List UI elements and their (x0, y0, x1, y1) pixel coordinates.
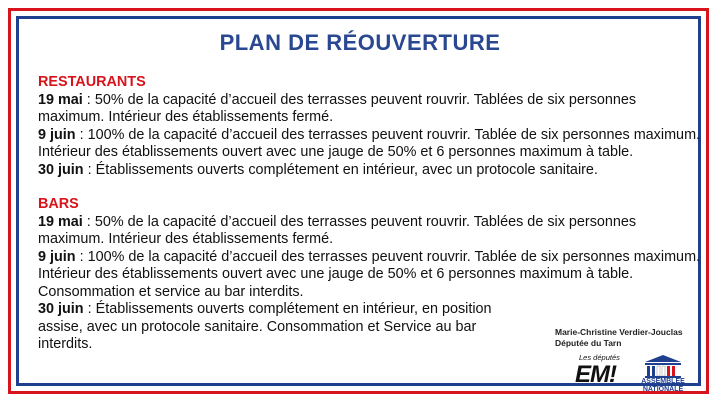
restaurants-heading: RESTAURANTS (38, 74, 146, 90)
page-title: PLAN DE RÉOUVERTURE (219, 30, 501, 55)
entry-date: 19 mai (38, 213, 83, 230)
entry-text: 100% de la capacité d’accueil des terrasses peuvent rouvrir. Tablée de six personnes maximum. Intérieur des établissements ouvert avec une jauge de 50% et 6 personnes maximum à table. Consommation et service au bar interdits. (38, 248, 701, 300)
entry-text: Établissements ouverts complétement en intérieur, en position assise, avec un protocole sanitaire. Consommation et Service au bar interdits. (38, 301, 492, 352)
signature-block (555, 327, 705, 349)
bars-heading: BARS (38, 196, 79, 212)
em-logo-small-text: Les députés (579, 353, 620, 362)
entry-date: 30 juin (38, 301, 84, 317)
section-spacer (38, 179, 702, 196)
bars-entry-9-juin: 9 juin : 100% de la capacité d’accueil des terrasses peuvent rouvrir. Tablée de six personnes maximum. Intérieur des établissements ouvert avec une jauge de 50% et 6 personnes maximum à table. Consommation et service au bar interdits. (38, 248, 701, 300)
restaurants-entry-9-juin: 9 juin : 100% de la capacité d’accueil des terrasses peuvent rouvrir. Tablée de six personnes maximum. Intérieur des établissements ouvert avec une jauge de 50% et 6 personnes maximum à table. (38, 126, 701, 160)
signature-name: Marie-Christine Verdier-Jouclas (555, 327, 683, 337)
em-logo-big-text: EM! (575, 361, 616, 388)
entry-date: 9 juin (38, 248, 76, 265)
signature-role: Députée du Tarn (555, 338, 622, 348)
assemblee-nationale-logo (633, 353, 693, 397)
entry-text: 50% de la capacité d’accueil des terrasses peuvent rouvrir. Tablées de six personnes maximum. Intérieur des établissements fermé. (38, 91, 637, 125)
assembly-building-icon (633, 353, 693, 379)
bars-entry-30-juin: 30 juin : Établissements ouverts complétement en intérieur, en position assise, avec un protocole sanitaire. Consommation et Service au bar interdits. (38, 301, 492, 352)
document-body (38, 74, 702, 354)
bars-entry-19-mai: 19 mai : 50% de la capacité d’accueil des terrasses peuvent rouvrir. Tablées de six personnes maximum. Intérieur des établissements fermé. (38, 213, 637, 247)
entry-date: 30 juin (38, 161, 84, 178)
restaurants-entry-19-mai: 19 mai : 50% de la capacité d’accueil des terrasses peuvent rouvrir. Tablées de six personnes maximum. Intérieur des établissements fermé. (38, 91, 637, 125)
entry-date: 19 mai (38, 91, 83, 108)
entry-text: 50% de la capacité d’accueil des terrasses peuvent rouvrir. Tablées de six personnes maximum. Intérieur des établissements fermé. (38, 213, 637, 247)
assembly-caption: ASSEMBLÉE NATIONALE (641, 378, 685, 393)
entry-text: Établissements ouverts complétement en intérieur, avec un protocole sanitaire. (95, 161, 598, 178)
les-deputes-em-logo (575, 353, 623, 393)
restaurants-entry-30-juin: 30 juin : Établissements ouverts complétement en intérieur, avec un protocole sanitaire. (38, 161, 598, 178)
entry-text: 100% de la capacité d’accueil des terrasses peuvent rouvrir. Tablée de six personnes maximum. Intérieur des établissements ouvert avec une jauge de 50% et 6 personnes maximum à table. (38, 126, 701, 160)
entry-date: 9 juin (38, 126, 76, 143)
